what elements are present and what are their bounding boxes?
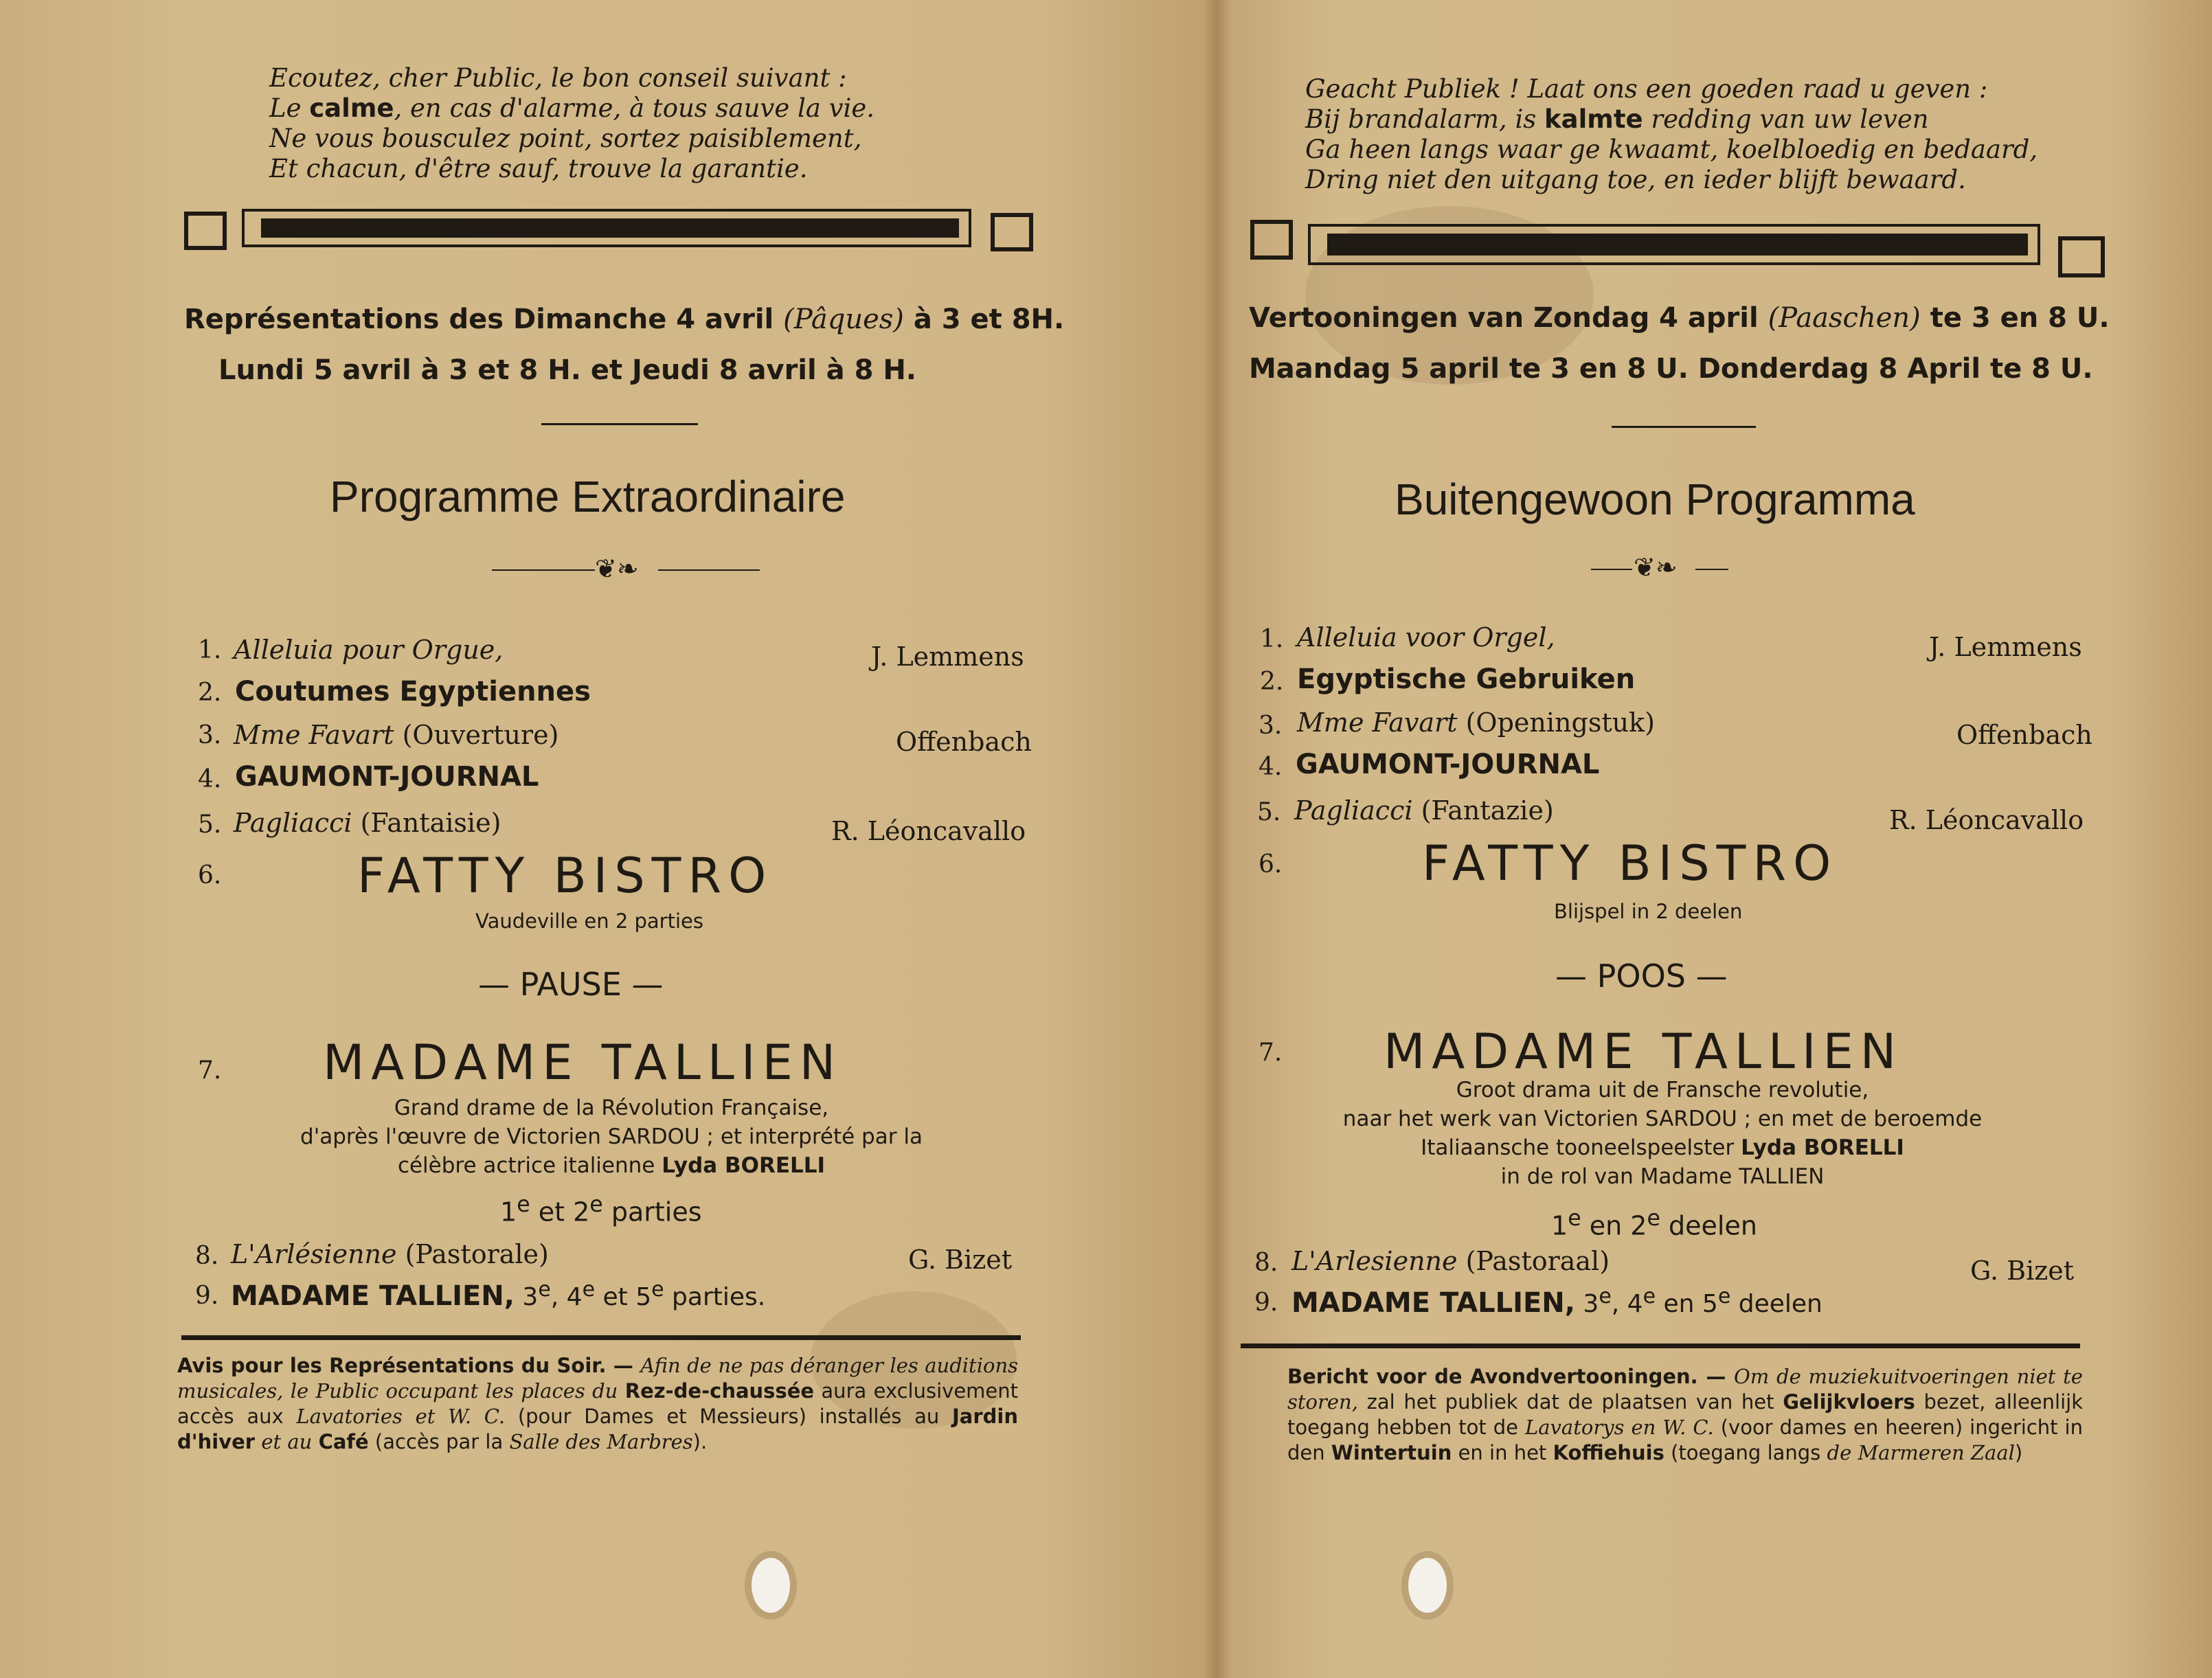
notice-rule [181,1335,1021,1340]
poem-line: Ne vous bousculez point, sortez paisiblement, [269,124,862,153]
poem-line: Ecoutez, cher Public, le bon conseil suivant : [269,63,847,93]
flourish-icon: ❦❧ [1634,552,1678,582]
poem-line: Bij brandalarm, is kalmte redding van uw leven [1305,104,1929,134]
feature-title: FATTY BISTRO [357,848,774,904]
program-item: Mme Favart (Ouverture) [234,720,559,750]
fire-safety-poem-fr [269,63,874,184]
item-number: 2. [1260,668,1284,696]
item-number: 7. [1259,1039,1283,1067]
composer: R. Léoncavallo [1889,805,2084,835]
program-item: Coutumes Egyptiennes [235,676,591,707]
composer: Offenbach [896,727,1032,757]
composer: Offenbach [1956,720,2092,750]
composer: G. Bizet [1970,1256,2075,1286]
feature-description: Groot drama uit de Fransche revolutie, naar het werk van Victorien SARDOU ; en met de beroemde Italiaansche tooneelspeelster Lyda BORELLI in de rol van Madame TALLIEN [1342,1078,1983,1189]
divider [1591,569,1632,570]
feature-parts: 1e en 2e deelen [1551,1206,1757,1241]
composer: J. Lemmens [1929,632,2082,662]
program-item: L'Arlesienne (Pastoraal) [1291,1246,1610,1276]
square-ornament [2058,236,2105,277]
composer: R. Léoncavallo [831,816,1026,846]
bar-ornament [242,209,971,247]
divider [658,569,760,571]
feature-title: MADAME TALLIEN [1384,1023,1904,1080]
item-number: 3. [198,721,222,749]
feature-subtitle: Blijspel in 2 deelen [1554,900,1743,923]
program-item: GAUMONT-JOURNAL [235,761,539,793]
flourish-icon: ❦❧ [595,554,639,584]
item-number: 6. [1259,850,1283,878]
divider [541,423,698,425]
divider [1612,426,1756,428]
performance-dates: Vertooningen van Zondag 4 april (Paaschen) te 3 en 8 U. [1249,302,2110,334]
punch-hole [1408,1558,1447,1613]
composer: G. Bizet [908,1245,1013,1275]
program-item: MADAME TALLIEN, 3e, 4e en 5e deelen [1291,1284,1822,1319]
composer: J. Lemmens [871,642,1024,672]
program-title: Programme Extraordinaire [330,472,846,521]
item-number: 2. [198,679,222,707]
item-number: 8. [1254,1249,1278,1277]
divider [1695,569,1728,570]
poem-line: Et chacun, d'être sauf, trouve la garantie. [269,154,808,183]
program-item: GAUMONT-JOURNAL [1296,749,1600,780]
performance-dates: Maandag 5 april te 3 en 8 U. Donderdag 8 April te 8 U. [1249,353,2093,385]
poem-line: Le calme, en cas d'alarme, à tous sauve la vie. [269,93,875,123]
notice-rule [1241,1343,2080,1348]
evening-notice: Bericht voor de Avondvertooningen. — Om de muziekuitvoeringen niet te storen, zal het publiek dat de plaatsen van het Gelijkvloers bezet, alleenlijk toegang hebben tot de Lavatorys en W. C. (voor dames en heeren) ingericht in den Wintertuin en in het Koffiehuis (toegang langs de Marmeren Zaal) [1287,1365,2083,1464]
feature-title: MADAME TALLIEN [323,1034,843,1091]
item-number: 1. [198,636,222,664]
performance-dates: Représentations des Dimanche 4 avril (Pâques) à 3 et 8H. [184,304,1065,335]
feature-description: Grand drame de la Révolution Française, d'après l'œuvre de Victorien SARDOU ; et interprété par la célèbre actrice italienne Lyda BORELLI [300,1096,923,1178]
program-title: Buitengewoon Programma [1395,475,1915,524]
item-number: 4. [1259,753,1283,781]
feature-parts: 1e et 2e parties [500,1192,702,1227]
poem-line: Dring niet den uitgang toe, en ieder blijft bewaard. [1305,165,1966,194]
poem-line: Geacht Publiek ! Laat ons een goeden raad u geven : [1305,74,1988,104]
program-item: MADAME TALLIEN, 3e, 4e et 5e parties. [231,1278,766,1312]
intermission-label: — PAUSE — [478,966,664,1003]
feature-subtitle: Vaudeville en 2 parties [475,909,703,933]
item-number: 4. [198,765,222,793]
program-item: Mme Favart (Openingstuk) [1297,707,1655,738]
item-number: 8. [195,1242,219,1270]
center-fold [1204,0,1231,1678]
item-number: 6. [198,861,222,889]
program-item: L'Arlésienne (Pastorale) [231,1239,549,1269]
program-item: Pagliacci (Fantazie) [1294,795,1554,826]
feature-title: FATTY BISTRO [1422,835,1838,892]
intermission-label: — POOS — [1555,957,1728,995]
program-item: Pagliacci (Fantaisie) [234,808,501,838]
punch-hole [752,1558,790,1613]
item-number: 3. [1259,712,1283,740]
poem-line: Ga heen langs waar ge kwaamt, koelbloedig en bedaard, [1305,135,2038,164]
program-item: Egyptische Gebruiken [1297,664,1636,695]
fire-safety-poem-nl [1305,74,2038,195]
square-ornament [1250,220,1293,260]
item-number: 9. [195,1282,219,1310]
square-ornament [991,213,1033,251]
square-ornament [184,212,227,250]
bar-ornament [1308,224,2040,265]
item-number: 7. [198,1056,222,1085]
item-number: 1. [1260,625,1284,653]
performance-dates: Lundi 5 avril à 3 et 8 H. et Jeudi 8 avril à 8 H. [218,354,916,386]
program-item: Alleluia voor Orgel, [1297,622,1555,653]
program-item: Alleluia pour Orgue, [234,635,504,665]
divider [492,569,595,571]
evening-notice: Avis pour les Représentations du Soir. — Afin de ne pas déranger les auditions musicales, le Public occupant les places du Rez-de-chaussée aura exclusivement accès aux Lavatories et W. C. (pour Dames et Messieurs) installés au Jardin d'hiver et au Café (accès par la Salle des Marbres). [177,1354,1019,1453]
item-number: 9. [1254,1289,1278,1317]
item-number: 5. [198,810,222,839]
item-number: 5. [1257,798,1281,826]
